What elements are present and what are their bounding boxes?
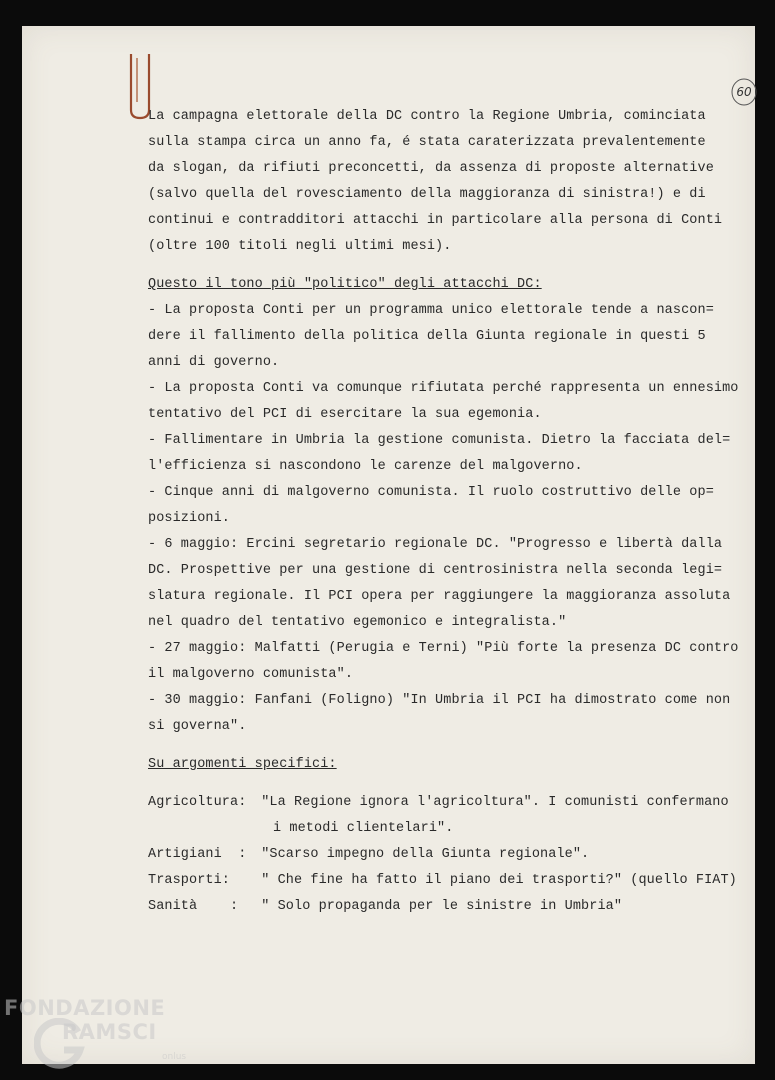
topic-row xyxy=(148,842,748,868)
typed-text xyxy=(148,104,748,920)
intro-line: La campagna elettorale della DC contro la Regione Umbria, cominciata xyxy=(148,109,706,124)
topic-value: "Scarso impegno della Giunta regionale". xyxy=(253,847,590,862)
attack-line: - 30 maggio: Fanfani (Foligno) "In Umbria il PCI ha dimostrato come non xyxy=(148,693,731,708)
attack-line: dere il fallimento della politica della Giunta regionale in questi 5 xyxy=(148,329,706,344)
attack-line: - Fallimentare in Umbria la gestione comunista. Dietro la facciata del= xyxy=(148,433,731,448)
topic-row xyxy=(148,894,748,920)
watermark-line3: onlus xyxy=(162,1052,187,1062)
watermark-logo xyxy=(4,996,194,1076)
attack-line: - 6 maggio: Ercini segretario regionale DC. "Progresso e libertà dalla xyxy=(148,537,723,552)
attack-line: - La proposta Conti per un programma unico elettorale tende a nascon= xyxy=(148,303,714,318)
attack-line: - La proposta Conti va comunque rifiutata perché rappresenta un ennesimo xyxy=(148,381,739,396)
section-heading-tone: Questo il tono più "politico" degli attacchi DC: xyxy=(148,277,542,292)
intro-line: da slogan, da rifiuti preconcetti, da assenza di proposte alternative xyxy=(148,161,714,176)
attack-line: - Cinque anni di malgoverno comunista. Il ruolo costruttivo delle op= xyxy=(148,485,714,500)
attack-line: l'efficienza si nascondono le carenze del malgoverno. xyxy=(148,459,583,474)
attack-line: si governa". xyxy=(148,719,247,734)
topic-row xyxy=(148,816,748,842)
topic-label: Trasporti: xyxy=(148,873,239,888)
topic-label xyxy=(148,816,253,842)
attack-line: anni di governo. xyxy=(148,355,280,370)
page-number-text: 60 xyxy=(736,85,752,99)
intro-line: continui e contradditori attacchi in particolare alla persona di Conti xyxy=(148,213,723,228)
attack-line: posizioni. xyxy=(148,511,231,526)
attack-line: slatura regionale. Il PCI opera per raggiungere la maggioranza assoluta xyxy=(148,589,731,604)
section-heading-topics: Su argomenti specifici: xyxy=(148,757,337,772)
topic-value: i metodi clientelari". xyxy=(273,821,454,836)
topic-row xyxy=(148,868,748,894)
watermark-line2: RAMSCI xyxy=(62,1020,157,1044)
attack-line: - 27 maggio: Malfatti (Perugia e Terni) "Più forte la presenza DC contro xyxy=(148,641,739,656)
attack-line: tentativo del PCI di esercitare la sua egemonia. xyxy=(148,407,542,422)
topic-value: " Solo propaganda per le sinistre in Umbria" xyxy=(253,899,623,914)
topic-value: "La Regione ignora l'agricoltura". I comunisti confermano xyxy=(253,795,729,810)
topic-value: " Che fine ha fatto il piano dei trasporti?" (quello FIAT) xyxy=(253,873,737,888)
intro-line: (salvo quella del rovesciamento della maggioranza di sinistra!) e di xyxy=(148,187,706,202)
attack-line: nel quadro del tentativo egemonico e integralista." xyxy=(148,615,567,630)
attack-line: il malgoverno comunista". xyxy=(148,667,354,682)
watermark-line1: FONDAZIONE xyxy=(4,996,166,1020)
topic-label: Agricoltura: xyxy=(148,795,247,810)
attack-line: DC. Prospettive per una gestione di centrosinistra nella seconda legi= xyxy=(148,563,723,578)
topic-label: Sanità : xyxy=(148,899,239,914)
intro-line: (oltre 100 titoli negli ultimi mesi). xyxy=(148,239,452,254)
topic-row xyxy=(148,790,748,816)
intro-line: sulla stampa circa un anno fa, é stata caraterizzata prevalentemente xyxy=(148,135,706,150)
topic-label: Artigiani : xyxy=(148,847,247,862)
